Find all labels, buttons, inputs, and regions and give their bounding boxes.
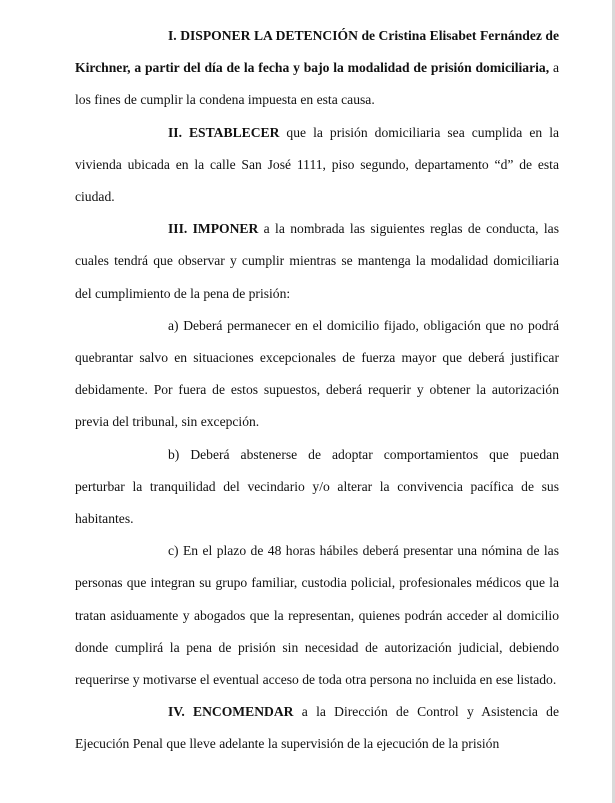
section-1-bold-text: de Cristina Elisabet Fernández de Kirchner, a partir del día de la fecha y bajo la modalidad de prisión domiciliaria, [75,28,559,76]
section-3-label: III. IMPONER [168,221,259,237]
rule-b-paragraph: b) Deberá abstenerse de adoptar comportamientos que puedan perturbar la tranquilidad del vecindario y/o alterar la convivencia pacífica de sus habitantes. [75,446,559,527]
section-3-paragraph [75,213,559,310]
rule-c-paragraph: c) En el plazo de 48 horas hábiles deberá presentar una nómina de las personas que integran su grupo familiar, custodia policial, profesionales médicos que la tratan asiduamente y abogados que la representan, quienes podrán acceder al domicilio donde cumplirá la pena de prisión sin necesidad de autorización judicial, debiendo requerirse y motivarse el eventual acceso de toda otra persona no incluida en ese listado. [75,543,559,688]
section-1-label: I. DISPONER LA DETENCIÓN [168,28,358,43]
rule-a-paragraph: a) Deberá permanecer en el domicilio fijado, obligación que no podrá quebrantar salvo en situaciones excepcionales de fuerza mayor que deberá justificar debidamente. Por fuera de estos supuestos, deberá requerir y obtener la autorización previa del tribunal, sin excepción. [75,317,559,430]
section-4-label: IV. ENCOMENDAR [168,704,294,720]
document-body [75,20,559,761]
section-3-text: a la nombrada las siguientes reglas de conducta, las cuales tendrá que observar y cumplir mientras se mantenga la modalidad domiciliaria del cumplimiento de la pena de prisión: [75,221,559,301]
section-4-text: a la Dirección de Control y Asistencia de Ejecución Penal que lleve adelante la supervisión de la ejecución de la prisión [75,704,560,752]
section-1-paragraph [75,20,559,117]
section-2-text: que la prisión domiciliaria sea cumplida en la vivienda ubicada en la calle San José 1111, piso segundo, departamento “d” de esta ciudad. [75,124,559,205]
section-2-label: II. ESTABLECER [168,124,280,140]
section-1-text: a los fines de cumplir la condena impuesta en esta causa. [75,60,559,108]
section-4-paragraph [75,696,559,760]
section-2-paragraph [75,117,559,214]
